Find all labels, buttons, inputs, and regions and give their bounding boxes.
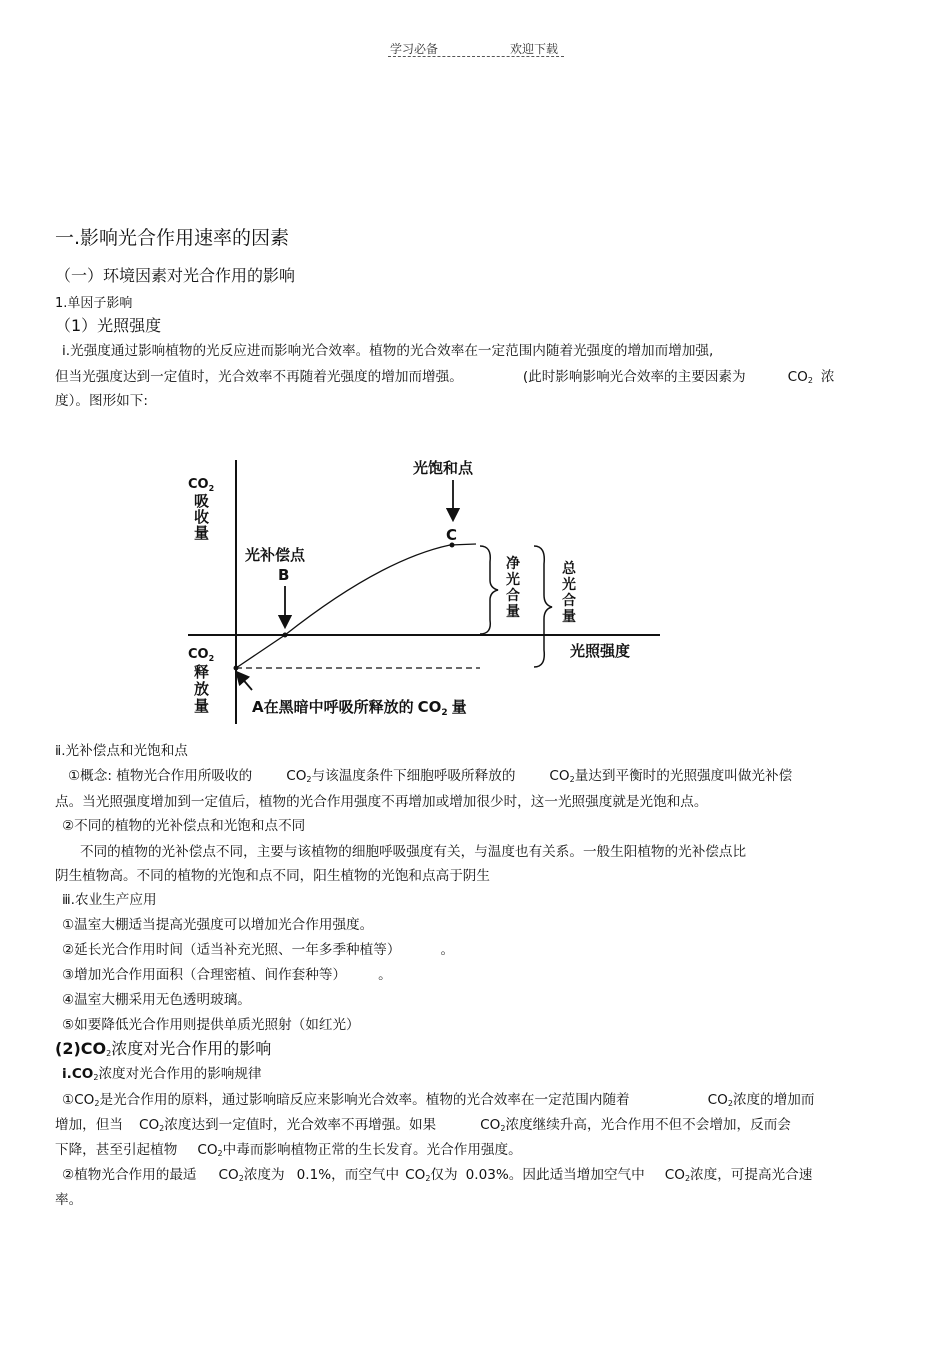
net-label: 光	[506, 572, 520, 588]
paragraph-line: 度）。图形如下:	[55, 393, 148, 409]
y-label-lower-co2: $CO_2$	[188, 647, 215, 663]
paragraph-line: 点。当光照强度增加到一定值后，植物的光合作用强度不再增加或增加很少时，这一光照强度就是光饱和点。	[55, 794, 708, 810]
point-b-label: B	[278, 566, 290, 584]
paragraph-line: 但当光强度达到一定值时，光合效率不再随着光强度的增加而增强。 (此时影响影响光合效率的主要因素为 $CO_2$ 浓	[55, 369, 835, 385]
paragraph-line: 增加，但当 $CO_2$浓度达到一定值时，光合效率不再增强。如果 $CO_2$浓度继续升高，光合作用不但不会增加，反而会	[55, 1117, 791, 1133]
total-label: 量	[562, 609, 576, 625]
y-label-upper: 收	[194, 508, 210, 526]
paragraph-line: 不同的植物的光补偿点不同，主要与该植物的细胞呼吸强度有关，与温度也有关系。一般生阳植物的光补偿点比	[80, 844, 747, 860]
point-a-arrow	[240, 676, 252, 690]
header-right: 欢迎下载	[510, 42, 559, 56]
point-a	[234, 666, 239, 671]
y-label-upper: 量	[194, 524, 210, 542]
point-a-label: A在黑暗中呼吸所释放的 $CO_2$ 量	[252, 698, 467, 718]
y-label-lower: 放	[194, 680, 210, 698]
net-brace	[480, 546, 498, 634]
paragraph-line: ⑤如要降低光合作用则提供单质光照射（如红光）	[62, 1017, 360, 1033]
paragraph-line: ③增加光合作用面积（合理密植、间作套种等） 。	[62, 967, 392, 983]
total-label: 总	[562, 561, 576, 577]
paragraph-line: ①概念: 植物光合作用所吸收的 $CO_2$与该温度条件下细胞呼吸所释放的 $CO_2$量达到平衡时的光照强度叫做光补偿	[68, 768, 793, 784]
point-c-label: C	[446, 526, 458, 544]
paragraph-line: ②植物光合作用的最适 $CO_2$浓度为 0.1%，而空气中 $CO_2$仅为 0.03%。因此适当增加空气中 $CO_2$浓度，可提高光合速	[62, 1167, 813, 1183]
header-left: 学习必备	[390, 42, 439, 56]
net-label: 合	[506, 588, 520, 604]
paragraph-line: 阴生植物高。不同的植物的光饱和点不同，阳生植物的光饱和点高于阴生	[55, 868, 490, 884]
total-brace	[534, 546, 552, 667]
section-heading: （一）环境因素对光合作用的影响	[55, 266, 296, 285]
y-label-lower: 释	[194, 663, 210, 681]
paragraph-line: ④温室大棚采用无色透明玻璃。	[62, 992, 251, 1008]
subsection-heading: 1.单因子影响	[55, 296, 133, 311]
paragraph-line: ⅰ.光强度通过影响植物的光反应进而影响光合效率。植物的光合效率在一定范围内随着光强度的增加而增加强,	[62, 343, 714, 359]
page-title: 一.影响光合作用速率的因素	[55, 227, 290, 249]
paragraph-line: ①温室大棚适当提高光强度可以增加光合作用强度。	[62, 917, 374, 933]
paragraph-line: ②延长光合作用时间（适当补充光照、一年多季种植等） 。	[62, 942, 455, 958]
y-label-lower: 量	[194, 697, 210, 715]
total-label: 光	[562, 577, 576, 593]
light-intensity-figure	[180, 450, 670, 730]
paragraph-line: ②不同的植物的光补偿点和光饱和点不同	[62, 818, 306, 834]
saturation-point-label: 光饱和点	[413, 459, 474, 477]
subsection-title: （1）光照强度	[55, 316, 162, 335]
page-header	[388, 40, 564, 57]
point-b	[283, 633, 288, 638]
compensation-point-label: 光补偿点	[245, 546, 306, 564]
x-axis-label: 光照强度	[570, 642, 631, 660]
paragraph-line: 率。	[55, 1192, 83, 1208]
net-label: 量	[506, 604, 520, 620]
section-heading-small: ⅱ.光补偿点和光饱和点	[55, 743, 188, 759]
net-label: 净	[506, 556, 520, 572]
paragraph-line: 下降，甚至引起植物 $CO_2$中毒而影响植物正常的生长发育。光合作用强度。	[55, 1142, 522, 1158]
y-label-upper: 吸	[194, 492, 210, 510]
total-label: 合	[562, 593, 576, 609]
paragraph-line: $①CO_2$是光合作用的原料，通过影响暗反应来影响光合效率。植物的光合效率在一定范围内随着 $CO_2$浓度的增加而	[62, 1092, 815, 1108]
y-label-upper-co2: $CO_2$	[188, 477, 215, 493]
paragraph-line: $ⅰ.CO_2$浓度对光合作用的影响规律	[62, 1066, 262, 1082]
section-heading-small: ⅲ.农业生产应用	[62, 892, 157, 908]
subsection-title: $(2)CO_2$浓度对光合作用的影响	[55, 1039, 272, 1058]
